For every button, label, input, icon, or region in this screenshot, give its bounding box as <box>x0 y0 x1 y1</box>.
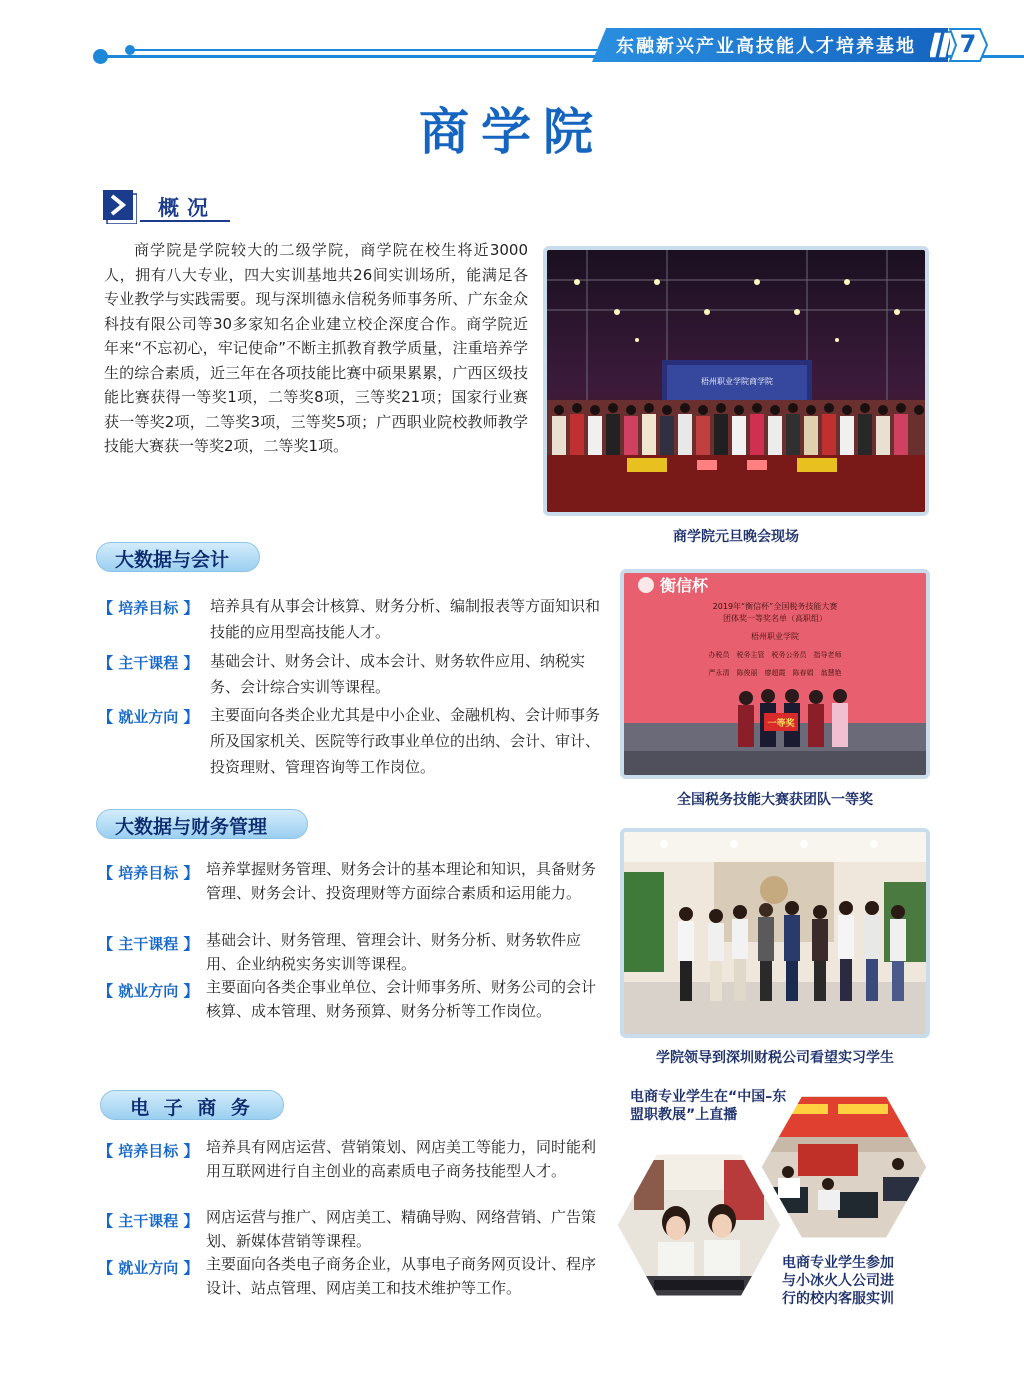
label-career: 【 就业方向 】 <box>98 1259 199 1277</box>
award-screen-line5: 严永清 陈俊丽 廖超霞 陈春娟 翁慧艳 <box>708 669 842 677</box>
major-title-ecommerce: 电 子 商 务 <box>100 1090 284 1120</box>
major-title-accounting: 大数据与会计 <box>96 542 260 572</box>
overview-underline <box>140 220 230 222</box>
ecommerce-service-caption: 电商专业学生参加与小冰火人公司进行的校内客服实训 <box>782 1255 894 1307</box>
text-training-goal: 培养具有从事会计核算、财务分析、编制报表等方面知识和技能的应用型高技能人才。 <box>210 597 601 641</box>
visit-photo <box>620 828 930 1038</box>
label-core-courses: 【 主干课程 】 <box>98 935 199 953</box>
award-brand: 衡信杯 <box>660 576 709 595</box>
text-career: 主要面向各类电子商务企业，从事电子商务网页设计、程序设计、站点管理、网店美工和技术维护等工作。 <box>206 1255 597 1297</box>
text-core-courses: 基础会计、财务会计、成本会计、财务软件应用、纳税实务、会计综合实训等课程。 <box>210 652 586 696</box>
header-dot-small <box>125 45 135 55</box>
ecommerce-live-caption: 电商专业学生在“中国–东盟职教展”上直播 <box>630 1089 787 1123</box>
header-slash-icon <box>930 30 950 60</box>
overview-heading: 概况 <box>158 196 216 220</box>
header-rule-thin <box>130 49 610 51</box>
text-career: 主要面向各类企事业单位、会计师事务所、财务公司的会计核算、成本管理、财务预算、财务分析等工作岗位。 <box>206 978 597 1020</box>
label-career: 【 就业方向 】 <box>98 708 199 726</box>
label-core-courses: 【 主干课程 】 <box>98 1212 199 1230</box>
award-board: 一等奖 <box>767 719 795 729</box>
award-screen-line4: 办税员 税务主管 税务公务员 指导老师 <box>708 651 842 659</box>
text-core-courses: 网店运营与推广、网店美工、精确导购、网络营销、广告策划、新媒体营销等课程。 <box>206 1208 597 1250</box>
award-screen-line3: 梧州职业学院 <box>751 632 799 641</box>
award-caption: 全国税务技能大赛获团队一等奖 <box>677 792 873 808</box>
overview-text: 商学院是学院较大的二级学院，商学院在校生将近3000人，拥有八大专业，四大实训基地共26间实训场所，能满足各专业教学与实践需要。现与深圳德永信税务师事务所、广东金众科技有限公司等30多家知名企业建立校企深度合作。商学院近年来“不忘初心，牢记使命”不断主抓教育教学质量，注重培养学生的综合素质，近三年在各项技能比赛中硕果累累，广西区级技能比赛获得一等奖1项，二等奖8项，三等奖21项；国家行业赛获一等奖2项，二等奖3项，三等奖5项；广西职业院校教师教学技能大赛获一等奖2项，二等奖1项。 <box>104 241 528 455</box>
label-training-goal: 【 培养目标 】 <box>98 864 199 882</box>
text-career: 主要面向各类企业尤其是中小企业、金融机构、会计师事务所及国家机关、医院等行政事业单位的出纳、会计、审计、投资理财、管理咨询等工作岗位。 <box>210 706 601 776</box>
award-screen-line2: 团体奖一等奖名单（高职组） <box>723 614 827 623</box>
page-title: 商学院 <box>419 103 605 161</box>
text-core-courses: 基础会计、财务管理、管理会计、财务分析、财务软件应用、企业纳税实务实训等课程。 <box>206 931 582 973</box>
label-career: 【 就业方向 】 <box>98 982 199 1000</box>
award-photo <box>620 569 930 779</box>
gala-stage-banner: 梧州职业学院商学院 <box>701 377 773 386</box>
page-number: 7 <box>959 30 977 58</box>
label-core-courses: 【 主干课程 】 <box>98 654 199 672</box>
label-training-goal: 【 培养目标 】 <box>98 599 199 617</box>
text-training-goal: 培养具有网店运营、营销策划、网店美工等能力，同时能利用互联网进行自主创业的高素质电子商务技能型人才。 <box>206 1138 597 1180</box>
chevron-right-icon <box>103 190 137 224</box>
major-title-finance: 大数据与财务管理 <box>96 809 308 839</box>
text-training-goal: 培养掌握财务管理、财务会计的基本理论和知识，具备财务管理、财务会计、投资理财等方面综合素质和运用能力。 <box>206 860 597 902</box>
ecommerce-live-photo <box>614 1150 784 1300</box>
gala-caption: 商学院元旦晚会现场 <box>673 529 799 545</box>
header-title: 东融新兴产业高技能人才培养基地 <box>616 36 916 57</box>
label-training-goal: 【 培养目标 】 <box>98 1142 199 1160</box>
gala-photo <box>543 246 929 516</box>
visit-caption: 学院领导到深圳财税公司看望实习学生 <box>656 1050 894 1066</box>
award-screen-line1: 2019年“衡信杯”全国税务技能大赛 <box>712 602 838 611</box>
header-dot-large <box>93 49 108 64</box>
